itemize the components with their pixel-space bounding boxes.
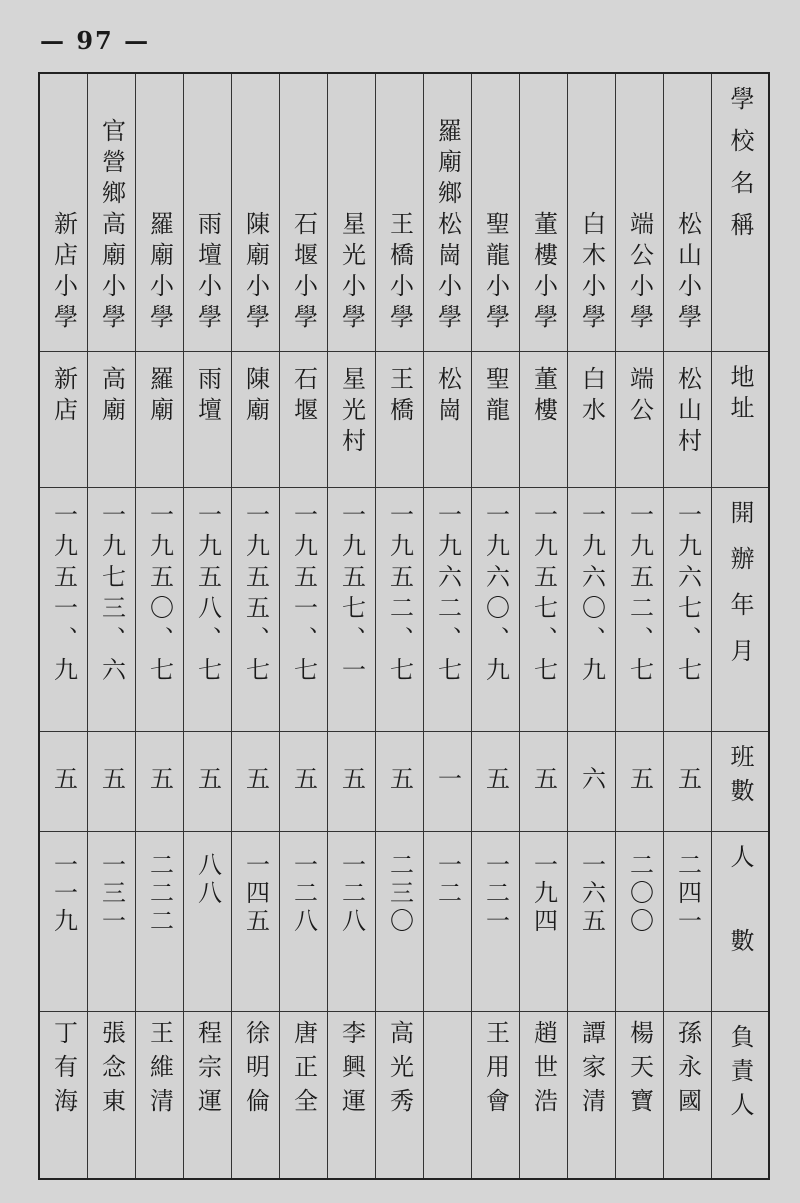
school-students: 二〇〇 bbox=[625, 852, 654, 936]
school-students: 一二一 bbox=[481, 852, 510, 936]
header-cell-founded bbox=[712, 488, 768, 732]
school-principal: 王維清 bbox=[145, 1020, 174, 1122]
school-founded-cell bbox=[376, 488, 423, 732]
school-address-cell bbox=[568, 352, 615, 488]
school-classes-cell bbox=[568, 732, 615, 832]
school-column bbox=[567, 74, 615, 1178]
school-name-cell bbox=[136, 74, 183, 352]
school-classes: 五 bbox=[97, 766, 126, 797]
school-students: 一四五 bbox=[241, 852, 270, 936]
school-address-cell bbox=[376, 352, 423, 488]
school-name: 陳廟小學 bbox=[241, 211, 270, 335]
header-cell-name bbox=[712, 74, 768, 352]
school-founded: 一九五二、七 bbox=[385, 502, 414, 688]
school-name-cell bbox=[568, 74, 615, 352]
school-students: 二三〇 bbox=[385, 852, 414, 936]
school-address-cell bbox=[280, 352, 327, 488]
school-address-cell bbox=[232, 352, 279, 488]
school-classes-cell bbox=[232, 732, 279, 832]
school-founded-cell bbox=[40, 488, 87, 732]
school-principal-cell bbox=[376, 1012, 423, 1178]
school-column bbox=[279, 74, 327, 1178]
school-address: 端公 bbox=[625, 366, 654, 428]
school-classes: 五 bbox=[193, 766, 222, 797]
school-name: 王橋小學 bbox=[385, 211, 414, 335]
school-founded-cell bbox=[184, 488, 231, 732]
school-classes-cell bbox=[328, 732, 375, 832]
school-students: 一三一 bbox=[97, 852, 126, 936]
school-classes: 五 bbox=[289, 766, 318, 797]
page-number: — 97 — bbox=[40, 26, 151, 55]
school-principal: 孫永國 bbox=[673, 1020, 702, 1122]
school-address: 王橋 bbox=[385, 366, 414, 428]
school-classes-cell bbox=[616, 732, 663, 832]
school-principal-cell bbox=[568, 1012, 615, 1178]
school-founded: 一九六〇、九 bbox=[481, 502, 510, 688]
school-name: 董樓小學 bbox=[529, 211, 558, 335]
school-classes: 五 bbox=[241, 766, 270, 797]
school-address-cell bbox=[472, 352, 519, 488]
school-founded-cell bbox=[568, 488, 615, 732]
school-classes: 五 bbox=[337, 766, 366, 797]
school-name: 聖龍小學 bbox=[481, 211, 510, 335]
school-students-cell bbox=[88, 832, 135, 1012]
school-founded-cell bbox=[232, 488, 279, 732]
school-principal: 高光秀 bbox=[385, 1020, 414, 1122]
school-column bbox=[615, 74, 663, 1178]
school-address-cell bbox=[616, 352, 663, 488]
school-address: 雨壇 bbox=[193, 366, 222, 428]
school-students: 一九四 bbox=[529, 852, 558, 936]
school-students: 一二八 bbox=[337, 852, 366, 936]
school-founded-cell bbox=[328, 488, 375, 732]
school-founded-cell bbox=[520, 488, 567, 732]
school-students: 一一九 bbox=[49, 852, 78, 936]
school-founded: 一九七三、六 bbox=[97, 502, 126, 688]
school-classes: 五 bbox=[625, 766, 654, 797]
school-column bbox=[231, 74, 279, 1178]
school-name: 端公小學 bbox=[625, 211, 654, 335]
school-students: 一二八 bbox=[289, 852, 318, 936]
school-students-cell bbox=[520, 832, 567, 1012]
header-cell-classes bbox=[712, 732, 768, 832]
school-founded-cell bbox=[88, 488, 135, 732]
header-founded: 開辦年月 bbox=[726, 500, 754, 684]
school-students: 一二 bbox=[433, 852, 462, 908]
school-principal: 唐正全 bbox=[289, 1020, 318, 1122]
header-principal: 負責人 bbox=[726, 1024, 754, 1126]
school-name-cell bbox=[280, 74, 327, 352]
school-address-cell bbox=[424, 352, 471, 488]
school-students-cell bbox=[328, 832, 375, 1012]
school-principal: 趙世浩 bbox=[529, 1020, 558, 1122]
school-founded: 一九五一、九 bbox=[49, 502, 78, 688]
school-founded-cell bbox=[616, 488, 663, 732]
header-name: 學校名稱 bbox=[726, 86, 754, 254]
school-name-cell bbox=[424, 74, 471, 352]
school-classes: 五 bbox=[673, 766, 702, 797]
school-founded: 一九六二、七 bbox=[433, 502, 462, 688]
school-principal-cell bbox=[88, 1012, 135, 1178]
school-name: 羅廟小學 bbox=[145, 211, 174, 335]
school-founded: 一九五七、七 bbox=[529, 502, 558, 688]
school-students-cell bbox=[40, 832, 87, 1012]
school-principal: 楊天寶 bbox=[625, 1020, 654, 1122]
school-column bbox=[519, 74, 567, 1178]
school-founded: 一九五〇、七 bbox=[145, 502, 174, 688]
school-address: 陳廟 bbox=[241, 366, 270, 428]
school-column bbox=[375, 74, 423, 1178]
school-principal: 李興運 bbox=[337, 1020, 366, 1122]
school-classes-cell bbox=[184, 732, 231, 832]
school-classes-cell bbox=[88, 732, 135, 832]
school-column bbox=[663, 74, 711, 1178]
header-classes: 班數 bbox=[726, 744, 754, 812]
school-name-cell bbox=[328, 74, 375, 352]
school-address: 聖龍 bbox=[481, 366, 510, 428]
school-principal: 徐明倫 bbox=[241, 1020, 270, 1122]
school-column bbox=[327, 74, 375, 1178]
school-classes-cell bbox=[280, 732, 327, 832]
schools-table bbox=[38, 72, 770, 1180]
school-address: 董樓 bbox=[529, 366, 558, 428]
school-name: 白木小學 bbox=[577, 211, 606, 335]
header-students: 人數 bbox=[726, 844, 754, 1012]
school-principal: 張念東 bbox=[97, 1020, 126, 1122]
school-classes-cell bbox=[664, 732, 711, 832]
school-name-cell bbox=[472, 74, 519, 352]
school-address: 新店 bbox=[49, 366, 78, 428]
school-founded-cell bbox=[472, 488, 519, 732]
school-name-cell bbox=[616, 74, 663, 352]
school-column bbox=[423, 74, 471, 1178]
school-students: 一六五 bbox=[577, 852, 606, 936]
school-classes-cell bbox=[472, 732, 519, 832]
school-address: 松山村 bbox=[673, 366, 702, 459]
school-classes-cell bbox=[40, 732, 87, 832]
school-principal-cell bbox=[40, 1012, 87, 1178]
school-founded: 一九五八、七 bbox=[193, 502, 222, 688]
school-classes: 五 bbox=[529, 766, 558, 797]
school-column bbox=[40, 74, 87, 1178]
school-principal-cell bbox=[136, 1012, 183, 1178]
school-address-cell bbox=[664, 352, 711, 488]
school-students-cell bbox=[472, 832, 519, 1012]
header-address: 地址 bbox=[726, 364, 754, 426]
school-address: 高廟 bbox=[97, 366, 126, 428]
school-principal-cell bbox=[616, 1012, 663, 1178]
school-founded-cell bbox=[424, 488, 471, 732]
school-name-cell bbox=[88, 74, 135, 352]
school-principal: 丁有海 bbox=[49, 1020, 78, 1122]
school-name-cell bbox=[520, 74, 567, 352]
school-name: 羅廟鄉松崗小學 bbox=[433, 118, 462, 335]
school-address-cell bbox=[328, 352, 375, 488]
school-students-cell bbox=[376, 832, 423, 1012]
school-principal: 程宗運 bbox=[193, 1020, 222, 1122]
school-students: 二二二 bbox=[145, 852, 174, 936]
school-classes: 五 bbox=[49, 766, 78, 797]
school-principal-cell bbox=[424, 1012, 471, 1178]
school-founded: 一九五五、七 bbox=[241, 502, 270, 688]
school-students-cell bbox=[136, 832, 183, 1012]
school-students-cell bbox=[280, 832, 327, 1012]
school-address: 石堰 bbox=[289, 366, 318, 428]
school-principal-cell bbox=[664, 1012, 711, 1178]
school-students-cell bbox=[232, 832, 279, 1012]
school-founded-cell bbox=[136, 488, 183, 732]
school-name-cell bbox=[664, 74, 711, 352]
school-principal: 譚家清 bbox=[577, 1020, 606, 1122]
school-founded: 一九五二、七 bbox=[625, 502, 654, 688]
school-classes: 五 bbox=[385, 766, 414, 797]
school-principal-cell bbox=[328, 1012, 375, 1178]
header-cell-students bbox=[712, 832, 768, 1012]
school-address-cell bbox=[136, 352, 183, 488]
school-students-cell bbox=[568, 832, 615, 1012]
school-classes-cell bbox=[376, 732, 423, 832]
school-founded: 一九五七、一 bbox=[337, 502, 366, 688]
school-address-cell bbox=[40, 352, 87, 488]
school-founded: 一九六七、七 bbox=[673, 502, 702, 688]
school-address-cell bbox=[520, 352, 567, 488]
school-principal-cell bbox=[232, 1012, 279, 1178]
school-name-cell bbox=[232, 74, 279, 352]
school-address: 羅廟 bbox=[145, 366, 174, 428]
school-name-cell bbox=[184, 74, 231, 352]
school-name: 官營鄉高廟小學 bbox=[97, 118, 126, 335]
school-students-cell bbox=[664, 832, 711, 1012]
school-classes-cell bbox=[136, 732, 183, 832]
school-column bbox=[135, 74, 183, 1178]
school-address-cell bbox=[184, 352, 231, 488]
school-name: 星光小學 bbox=[337, 211, 366, 335]
school-name-cell bbox=[40, 74, 87, 352]
school-address: 白水 bbox=[577, 366, 606, 428]
school-principal-cell bbox=[520, 1012, 567, 1178]
school-students-cell bbox=[424, 832, 471, 1012]
school-classes-cell bbox=[424, 732, 471, 832]
school-name: 石堰小學 bbox=[289, 211, 318, 335]
school-name-cell bbox=[376, 74, 423, 352]
school-founded-cell bbox=[280, 488, 327, 732]
school-column bbox=[183, 74, 231, 1178]
header-cell-address bbox=[712, 352, 768, 488]
school-column bbox=[471, 74, 519, 1178]
school-name: 新店小學 bbox=[49, 211, 78, 335]
school-students-cell bbox=[184, 832, 231, 1012]
school-classes: 五 bbox=[481, 766, 510, 797]
header-column bbox=[711, 74, 768, 1178]
school-name: 松山小學 bbox=[673, 211, 702, 335]
school-column bbox=[87, 74, 135, 1178]
school-principal: 王用會 bbox=[481, 1020, 510, 1122]
school-principal-cell bbox=[472, 1012, 519, 1178]
school-founded: 一九六〇、九 bbox=[577, 502, 606, 688]
school-classes: 六 bbox=[577, 766, 606, 797]
school-founded: 一九五一、七 bbox=[289, 502, 318, 688]
school-address: 松崗 bbox=[433, 366, 462, 428]
school-classes: 五 bbox=[145, 766, 174, 797]
school-classes-cell bbox=[520, 732, 567, 832]
school-students-cell bbox=[616, 832, 663, 1012]
school-name: 雨壇小學 bbox=[193, 211, 222, 335]
header-cell-principal bbox=[712, 1012, 768, 1178]
school-founded-cell bbox=[664, 488, 711, 732]
school-classes: 一 bbox=[433, 766, 462, 797]
school-address: 星光村 bbox=[337, 366, 366, 459]
school-students: 二四一 bbox=[673, 852, 702, 936]
school-principal-cell bbox=[184, 1012, 231, 1178]
school-address-cell bbox=[88, 352, 135, 488]
school-students: 八八 bbox=[193, 852, 222, 908]
school-principal-cell bbox=[280, 1012, 327, 1178]
